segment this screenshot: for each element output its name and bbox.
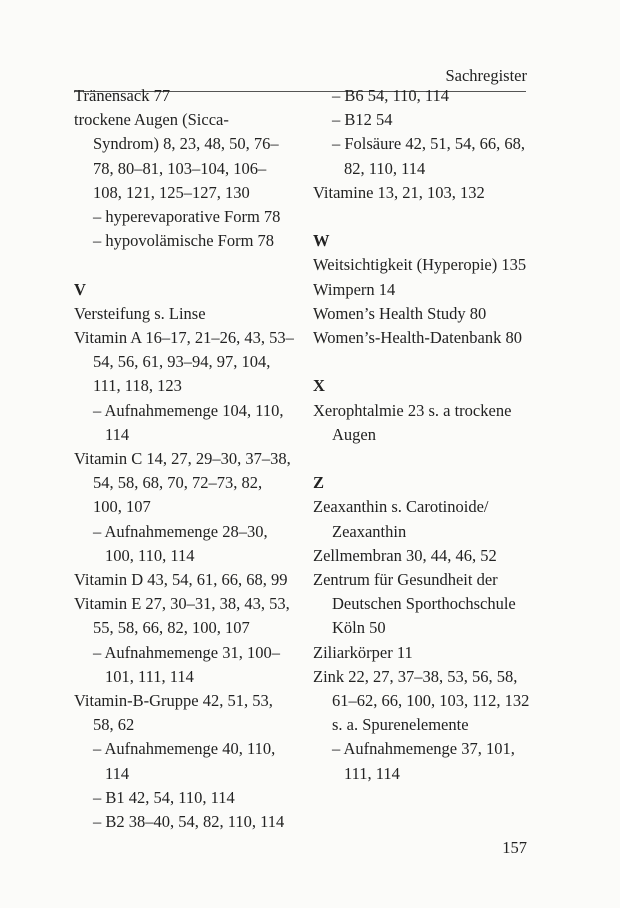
index-subentry: – hyperevaporative Form 78 <box>93 207 281 227</box>
running-head: Sachregister <box>445 66 527 85</box>
index-entry: Tränensack 77 <box>74 86 171 105</box>
section-letter: W <box>313 231 330 251</box>
index-subentry: – B2 38–40, 54, 82, 110, 114 <box>93 812 285 832</box>
index-entry: Wimpern 14 <box>313 279 396 299</box>
index-subentry: – Aufnahmemenge 28–30, 100, 110, 114 <box>93 521 268 565</box>
index-subentry: – B12 54 <box>332 110 393 130</box>
index-subentry: – Aufnahmemenge 37, 101, 111, 114 <box>332 739 515 783</box>
index-entry: Vitamin-B-Gruppe 42, 51, 53, 58, 62 <box>74 691 273 735</box>
index-subentry: – Folsäure 42, 51, 54, 66, 68, 82, 110, 114 <box>332 134 525 178</box>
index-entry: Ziliarkörper 11 <box>313 642 413 662</box>
index-subentry: – Aufnahmemenge 31, 100–101, 111, 114 <box>93 642 280 686</box>
index-entry: Vitamine 13, 21, 103, 132 <box>313 182 485 202</box>
index-entry: Vitamin E 27, 30–31, 38, 43, 53, 55, 58, 66, 82, 100, 107 <box>74 594 290 638</box>
index-subentry: – hypovolämische Form 78 <box>93 231 275 251</box>
index-subentry: – Aufnahmemenge 40, 110, 114 <box>93 739 276 783</box>
index-entry: Xerophtalmie 23 s. a trockene Augen <box>313 400 512 444</box>
section-letter: X <box>313 376 325 396</box>
index-entry: Women’s-Health-Datenbank 80 <box>313 328 522 348</box>
index-entry: Zellmembran 30, 44, 46, 52 <box>313 545 497 565</box>
index-subentry: – Aufnahmemenge 104, 110, 114 <box>93 400 284 444</box>
index-column-right <box>313 84 543 786</box>
index-subentry: – B6 54, 110, 114 <box>332 86 450 105</box>
index-column-left <box>74 84 294 834</box>
index-entry: Weitsichtigkeit (Hyperopie) 135 <box>313 255 527 275</box>
section-letter: Z <box>313 473 325 493</box>
index-entry: trockene Augen (Sicca-Syndrom) 8, 23, 48, 50, 76–78, 80–81, 103–104, 106–108, 121, 125–127, 130 <box>74 110 279 202</box>
index-subentry: – B1 42, 54, 110, 114 <box>93 787 235 807</box>
index-entry: Vitamin A 16–17, 21–26, 43, 53–54, 56, 61, 93–94, 97, 104, 111, 118, 123 <box>74 328 294 396</box>
index-entry: Zeaxanthin s. Carotinoide/ Zeaxanthin <box>313 497 489 541</box>
index-entry: Zink 22, 27, 37–38, 53, 56, 58, 61–62, 66, 100, 103, 112, 132 s. a. Spurenelemente <box>313 666 530 735</box>
index-entry: Vitamin D 43, 54, 61, 66, 68, 99 <box>74 570 288 590</box>
section-letter: V <box>74 279 86 299</box>
index-entry: Zentrum für Gesundheit der Deutschen Sporthochschule Köln 50 <box>313 570 516 638</box>
index-entry: Versteifung s. Linse <box>74 303 206 323</box>
index-entry: Vitamin C 14, 27, 29–30, 37–38, 54, 58, 68, 70, 72–73, 82, 100, 107 <box>74 449 291 517</box>
page-number: 157 <box>502 838 527 857</box>
index-entry: Women’s Health Study 80 <box>313 303 487 323</box>
